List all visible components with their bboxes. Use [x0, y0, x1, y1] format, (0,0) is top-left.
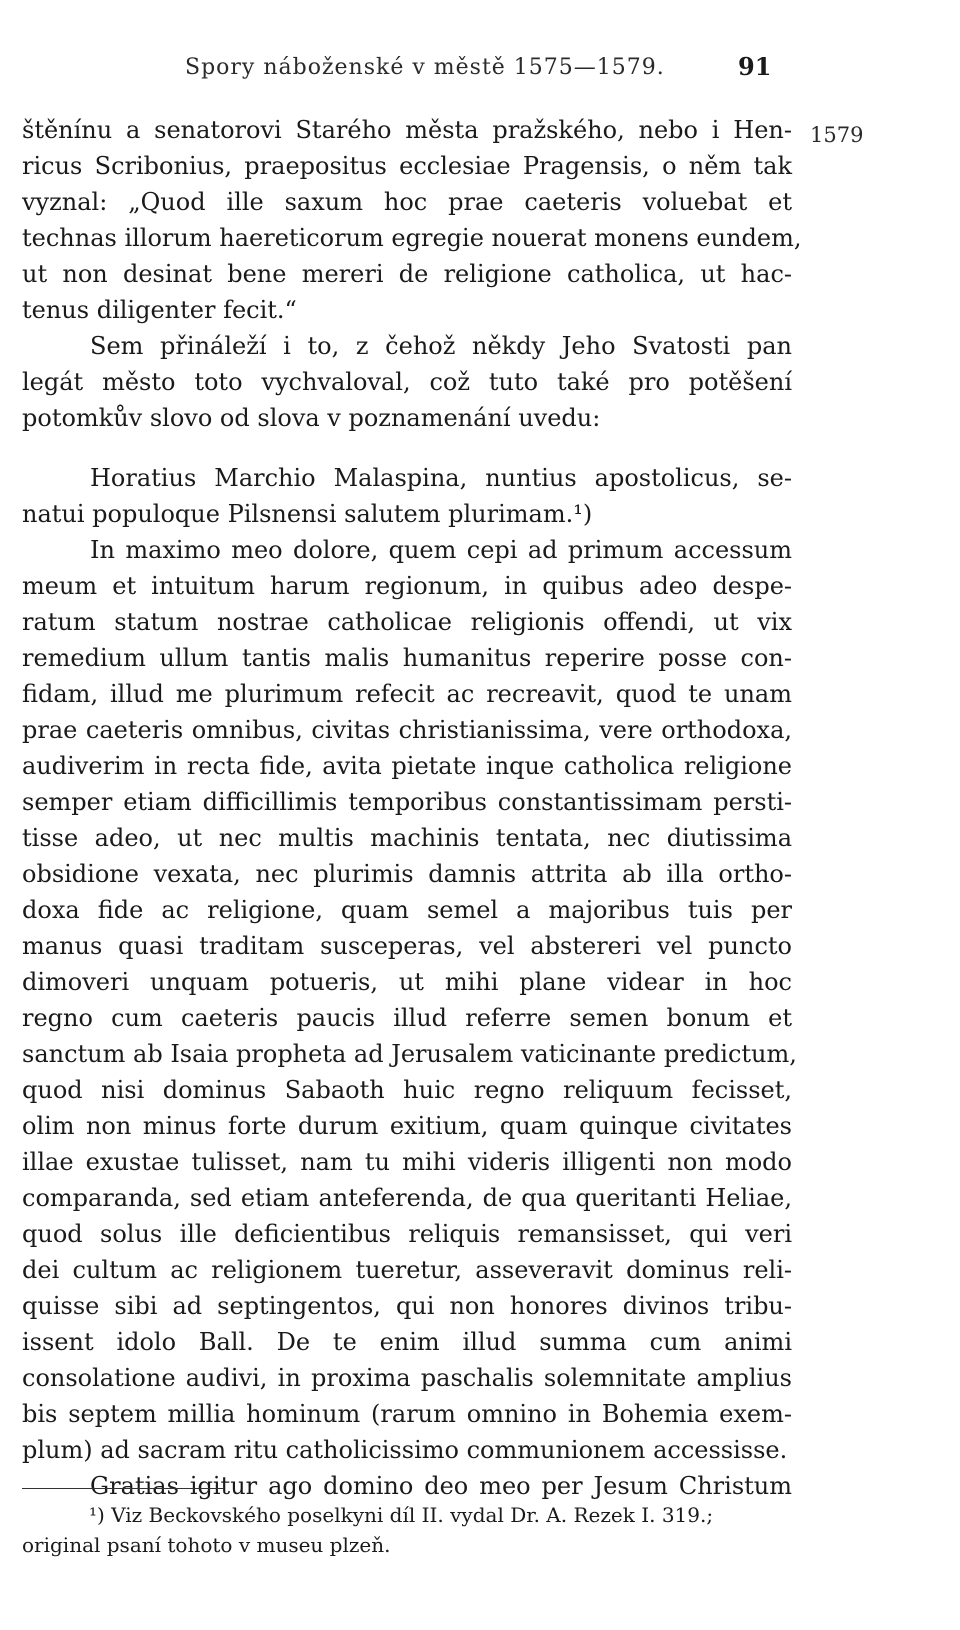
text-line: manus quasi traditam susceperas, vel abstereri vel puncto [22, 932, 792, 960]
text-line: regno cum caeteris paucis illud referre semen bonum et [22, 1004, 792, 1032]
text-line: meum et intuitum harum regionum, in quibus adeo despe- [22, 572, 792, 600]
text-line: technas illorum haereticorum egregie nouerat monens eundem, [22, 224, 802, 252]
footnote-divider [22, 1488, 224, 1489]
text-line: issent idolo Ball. De te enim illud summa cum animi [22, 1328, 792, 1356]
text-line: sanctum ab Isaia propheta ad Jerusalem vaticinante predictum, [22, 1040, 797, 1068]
running-header: Spory náboženské v městě 1575—1579. [185, 55, 665, 80]
text-line: obsidione vexata, nec plurimis damnis attrita ab illa ortho- [22, 860, 792, 888]
text-line: In maximo meo dolore, quem cepi ad primum accessum [90, 536, 792, 564]
footnotes [22, 1500, 782, 1560]
text-line: ricus Scribonius, praepositus ecclesiae Pragensis, o něm tak [22, 152, 792, 180]
text-line: ut non desinat bene mereri de religione catholica, ut hac- [22, 260, 792, 288]
text-line: natui populoque Pilsnensi salutem plurimam.¹) [22, 500, 593, 528]
margin-year-note: 1579 [810, 123, 864, 147]
text-line: potomkův slovo od slova v poznamenání uvedu: [22, 404, 601, 432]
text-line: Gratias igitur ago domino deo meo per Jesum Christum [90, 1472, 792, 1500]
text-line: ratum statum nostrae catholicae religionis offendi, ut vix [22, 608, 792, 636]
text-line: bis septem millia hominum (rarum omnino in Bohemia exem- [22, 1400, 792, 1428]
main-text [22, 112, 802, 1504]
text-line: quisse sibi ad septingentos, qui non honores divinos tribu- [22, 1292, 792, 1320]
text-line: comparanda, sed etiam anteferenda, de qua queritanti Heliae, [22, 1184, 792, 1212]
text-line: Sem přináleží i to, z čehož někdy Jeho Svatosti pan [90, 332, 792, 360]
text-line: semper etiam difficillimis temporibus constantissimam persti- [22, 788, 792, 816]
text-line: audiverim in recta fide, avita pietate inque catholica religione [22, 752, 792, 780]
text-line: quod nisi dominus Sabaoth huic regno reliquum fecisset, [22, 1076, 792, 1104]
text-line: plum) ad sacram ritu catholicissimo communionem accessisse. [22, 1436, 788, 1464]
text-line: legát město toto vychvaloval, což tuto také pro potěšení [22, 368, 792, 396]
text-line: prae caeteris omnibus, civitas christianissima, vere orthodoxa, [22, 716, 792, 744]
text-line: fidam, illud me plurimum refecit ac recreavit, quod te unam [22, 680, 792, 708]
text-line: Horatius Marchio Malaspina, nuntius apostolicus, se- [90, 464, 792, 492]
text-line: tenus diligenter fecit.“ [22, 296, 297, 324]
text-line: quod solus ille deficientibus reliquis remansisset, qui veri [22, 1220, 792, 1248]
footnote-line: ¹) Viz Beckovského poselkyni díl II. vydal Dr. A. Rezek I. 319.; [89, 1503, 714, 1527]
text-line: štěnínu a senatorovi Starého města pražského, nebo i Hen- [22, 116, 792, 144]
text-line: olim non minus forte durum exitium, quam quinque civitates [22, 1112, 792, 1140]
page-number: 91 [738, 52, 772, 81]
paragraph-gap [22, 436, 792, 460]
text-line: doxa fide ac religione, quam semel a majoribus tuis per [22, 896, 792, 924]
footnote-line: original psaní tohoto v museu plzeň. [22, 1533, 391, 1557]
text-line: consolatione audivi, in proxima paschalis solemnitate amplius [22, 1364, 792, 1392]
text-line: remedium ullum tantis malis humanitus reperire posse con- [22, 644, 792, 672]
text-line: vyznal: „Quod ille saxum hoc prae caeteris voluebat et [22, 188, 792, 216]
text-line: dimoveri unquam potueris, ut mihi plane videar in hoc [22, 968, 792, 996]
text-line: tisse adeo, ut nec multis machinis tentata, nec diutissima [22, 824, 792, 852]
text-line: illae exustae tulisset, nam tu mihi videris illigenti non modo [22, 1148, 792, 1176]
text-line: dei cultum ac religionem tueretur, asseveravit dominus reli- [22, 1256, 792, 1284]
